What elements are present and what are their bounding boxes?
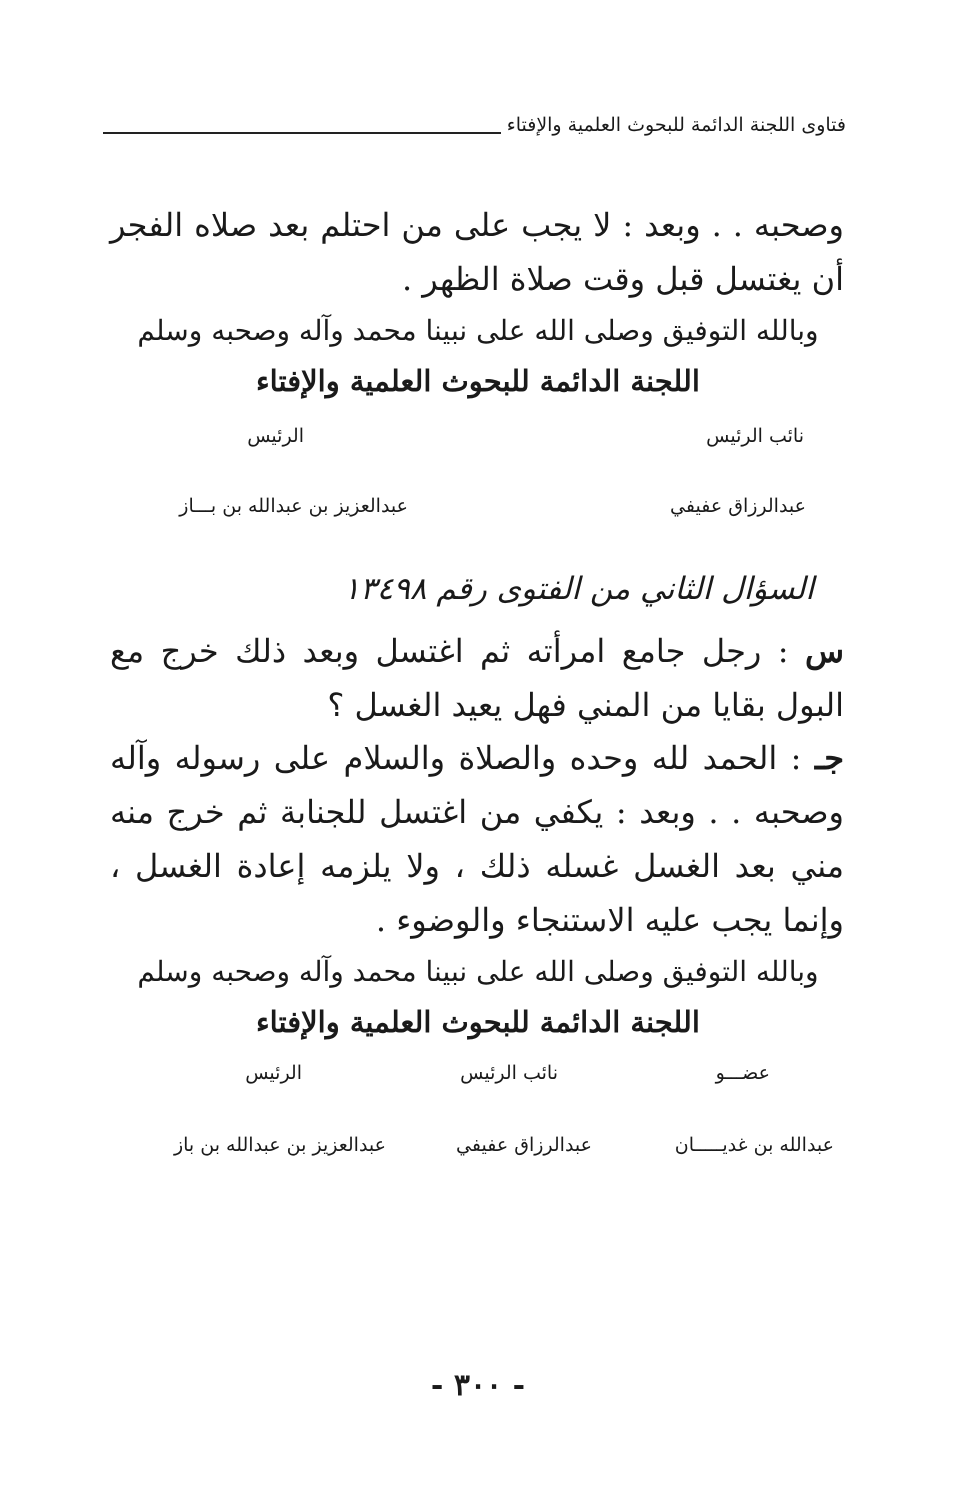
answer-marker: جـ xyxy=(814,739,845,777)
fatwa1-body: وصحبه . . وبعد : لا يجب على من احتلم بعد صلاه الفجر أن يغتسل قبل وقت صلاة الظهر . xyxy=(110,206,844,298)
question-marker: س xyxy=(804,632,845,670)
fatwa2-sig-name-president: عبدالعزيز بن عبدالله بن باز xyxy=(173,1134,386,1156)
fatwa1-sig-name-president: عبدالعزيز بن عبدالله بن بـــاز xyxy=(179,495,408,517)
fatwa1-sig-name-vice-president: عبدالرزاق عفيفي xyxy=(670,495,806,517)
answer-text: : الحمد لله وحده والصلاة والسلام على رسوله وآله وصحبه . . وبعد : يكفي من اغتسل للجنابة ثم خرج منه مني بعد الغسل غسله ذلك ، ولا يلزمه إعادة الغسل ، وإنما يجب عليه الاستنجاء والوضوء . xyxy=(110,739,844,939)
fatwa2-question xyxy=(110,624,844,732)
fatwa2-sig-name-vice-president: عبدالرزاق عفيفي xyxy=(456,1134,592,1156)
question-text: : رجل جامع امرأته ثم اغتسل وبعد ذلك خرج مع البول بقايا من المني فهل يعيد الغسل ؟ xyxy=(110,632,844,724)
fatwa1-sig-role-vice-president: نائب الرئيس xyxy=(706,425,804,447)
fatwa2-title: السؤال الثاني من الفتوى رقم ١٣٤٩٨ xyxy=(343,571,814,607)
running-header: فتاوى اللجنة الدائمة للبحوث العلمية والإفتاء xyxy=(506,114,846,136)
fatwa2-sig-role-member: عضـــو xyxy=(715,1062,770,1084)
fatwa2-answer xyxy=(110,731,844,947)
fatwa2-closing: وبالله التوفيق وصلى الله على نبينا محمد وآله وصحبه وسلم xyxy=(137,955,819,988)
fatwa1-closing: وبالله التوفيق وصلى الله على نبينا محمد وآله وصحبه وسلم xyxy=(137,314,819,347)
fatwa2-sig-name-member: عبدالله بن غديـــــان xyxy=(674,1134,834,1156)
page-number: - ٣٠٠ - xyxy=(430,1368,526,1403)
fatwa2-sig-role-president: الرئيس xyxy=(245,1062,302,1084)
header-rule xyxy=(103,132,501,134)
fatwa2-sig-role-vice-president: نائب الرئيس xyxy=(460,1062,558,1084)
fatwa1-committee: اللجنة الدائمة للبحوث العلمية والإفتاء xyxy=(256,364,700,398)
fatwa1-sig-role-president: الرئيس xyxy=(247,425,304,447)
fatwa2-committee: اللجنة الدائمة للبحوث العلمية والإفتاء xyxy=(256,1005,700,1039)
